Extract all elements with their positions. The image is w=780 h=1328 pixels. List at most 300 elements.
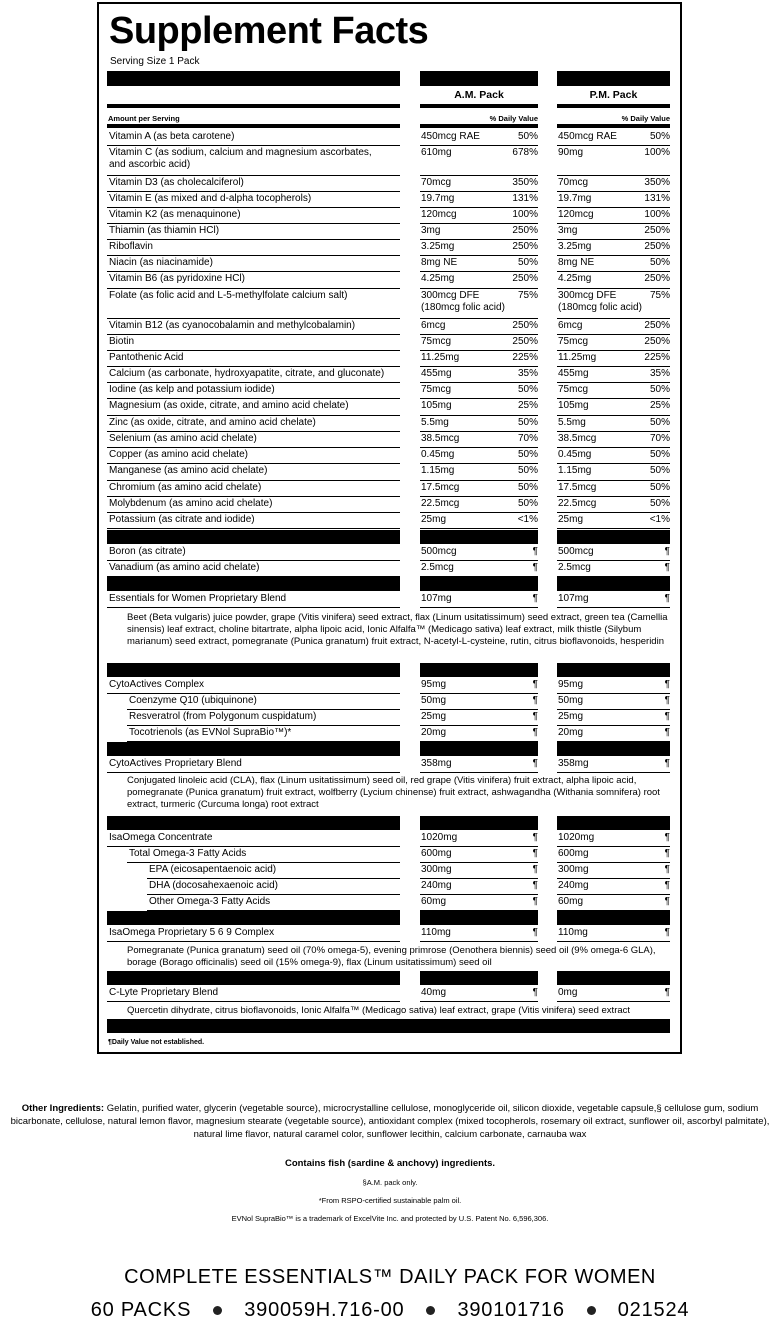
row-divider: [557, 288, 670, 289]
am-daily-value: 250%: [512, 320, 538, 331]
pm-daily-value: 50%: [649, 498, 670, 509]
row-divider: [420, 496, 538, 497]
row-divider: [107, 145, 400, 146]
row-divider: [107, 941, 400, 942]
am-daily-value: ¶: [532, 864, 538, 875]
nutrient-name: Vitamin E (as mixed and d-alpha tocopherols): [109, 193, 312, 204]
pm-amount: 3mg: [558, 225, 578, 236]
row-divider: [420, 318, 538, 319]
nutrient-name: Essentials for Women Proprietary Blend: [109, 593, 287, 604]
pm-amount: 60mg: [558, 896, 584, 907]
nutrient-name: Thiamin (as thiamin HCl): [109, 225, 220, 236]
row-divider: [107, 271, 400, 272]
nutrient-name: Folate (as folic acid and L-5-methylfolate calcium salt): [109, 290, 348, 301]
row-divider: [557, 398, 670, 399]
section-bar: [557, 816, 670, 830]
am-amount: 2.5mcg: [421, 562, 454, 573]
pm-daily-value: ¶: [664, 896, 670, 907]
am-daily-value: 75%: [517, 290, 538, 301]
row-divider: [107, 415, 400, 416]
nutrient-name: Zinc (as oxide, citrate, and amino acid chelate): [109, 417, 316, 428]
am-daily-value: 350%: [512, 177, 538, 188]
section-bar: [420, 742, 538, 756]
am-amount: 22.5mcg: [421, 498, 460, 509]
bullet-icon: [587, 1306, 596, 1315]
pm-amount: 95mg: [558, 679, 584, 690]
am-amount: 19.7mg: [421, 193, 455, 204]
pm-daily-value: ¶: [664, 848, 670, 859]
row-divider: [557, 350, 670, 351]
row-divider: [557, 496, 670, 497]
header-rule: [107, 124, 400, 128]
row-divider: [420, 512, 538, 513]
row-divider: [420, 846, 538, 847]
row-divider: [147, 894, 400, 895]
am-daily-value: 131%: [512, 193, 538, 204]
row-divider: [107, 528, 400, 529]
section-bar: [557, 742, 670, 756]
row-divider: [107, 366, 400, 367]
am-amount: 38.5mcg: [421, 433, 460, 444]
pm-daily-value: <1%: [649, 514, 670, 525]
row-divider: [557, 382, 670, 383]
am-amount: (180mcg folic acid): [421, 302, 505, 313]
row-divider: [107, 334, 400, 335]
am-amount: 455mg: [421, 368, 452, 379]
header-bar: [557, 71, 670, 86]
row-divider: [557, 207, 670, 208]
row-divider: [420, 366, 538, 367]
nutrient-name: Copper (as amino acid chelate): [109, 449, 248, 460]
am-daily-value: ¶: [532, 896, 538, 907]
pm-amount: 0mg: [558, 987, 578, 998]
section-bar: [107, 816, 400, 830]
row-divider: [557, 941, 670, 942]
pm-daily-value: ¶: [664, 880, 670, 891]
pm-daily-value: 50%: [649, 257, 670, 268]
row-divider: [107, 431, 400, 432]
am-amount: 11.25mg: [421, 352, 460, 363]
panel-title: Supplement Facts: [109, 10, 429, 52]
pm-daily-value: 50%: [649, 449, 670, 460]
section-bar: [557, 911, 670, 925]
row-divider: [420, 941, 538, 942]
pm-amount: 20mg: [558, 727, 584, 738]
clyte-blend-ingredients: Quercetin dihydrate, citrus bioflavonoids, Ionic Alfalfa™ (Medicago sativa) leaf extract, grape (Vitis vinifera) seed extract: [127, 1005, 631, 1016]
pm-amount: 455mg: [558, 368, 589, 379]
row-divider: [557, 846, 670, 847]
am-daily-value: 70%: [517, 433, 538, 444]
nutrient-name: Biotin: [109, 336, 135, 347]
pm-amount: 4.25mg: [558, 273, 592, 284]
row-divider: [557, 366, 670, 367]
row-divider: [107, 846, 400, 847]
row-divider: [420, 191, 538, 192]
am-amount: 95mg: [421, 679, 447, 690]
row-divider: [107, 607, 400, 608]
pm-amount: 0.45mg: [558, 449, 592, 460]
row-divider: [420, 431, 538, 432]
am-amount: 70mcg: [421, 177, 452, 188]
am-amount: 5.5mg: [421, 417, 449, 428]
row-divider: [557, 725, 670, 726]
am-amount: 610mg: [421, 147, 452, 158]
row-divider: [420, 382, 538, 383]
row-divider: [107, 1001, 400, 1002]
nutrient-name: Tocotrienols (as EVNol SupraBio™)*: [129, 727, 292, 738]
other-ingredients-text: Gelatin, purified water, glycerin (vegetable source), microcrystalline cellulose, monoglyceride oil, silicon dioxide, vegetable capsule,§ cellulose gum, sodium bicarbonate, cellulose, natural lemon flavor, magnesium stearate (vegetable source), antioxidant complex (mixed tocopherols, rosemary oil extract, sunflower oil, ascorbyl palmitate), natural lime flavor, natural caramel color, sunflower lecithin, calcium carbonate, carnauba wax: [10, 1103, 770, 1140]
am-pack-heading: A.M. Pack: [454, 89, 504, 101]
header-rule: [420, 124, 538, 128]
row-divider: [557, 878, 670, 879]
section-bar: [557, 530, 670, 544]
pm-daily-value: ¶: [664, 864, 670, 875]
pm-daily-value: ¶: [664, 562, 670, 573]
nutrient-name: IsaOmega Proprietary 5 6 9 Complex: [109, 927, 275, 938]
header-bar: [420, 71, 538, 86]
nutrient-name: Selenium (as amino acid chelate): [109, 433, 257, 444]
am-daily-value: 250%: [512, 241, 538, 252]
am-daily-value: 250%: [512, 225, 538, 236]
am-daily-value: 50%: [517, 131, 538, 142]
section-bar: [420, 971, 538, 985]
pm-amount: 22.5mcg: [558, 498, 597, 509]
item-number: 390101716: [457, 1299, 565, 1321]
pm-amount: 1.15mg: [558, 465, 592, 476]
section-bar: [420, 530, 538, 544]
allergen-statement: Contains fish (sardine & anchovy) ingredients.: [284, 1158, 496, 1169]
am-daily-value-label: % Daily Value: [489, 114, 538, 123]
row-divider: [420, 709, 538, 710]
section-bar: [107, 1019, 670, 1033]
pm-amount: 120mcg: [558, 209, 594, 220]
am-daily-value: 100%: [512, 209, 538, 220]
am-daily-value: ¶: [532, 711, 538, 722]
nutrient-name: C-Lyte Proprietary Blend: [109, 987, 219, 998]
pm-amount: 25mg: [558, 514, 584, 525]
row-divider: [557, 255, 670, 256]
pm-daily-value: 350%: [644, 177, 670, 188]
nutrient-name: Pantothenic Acid: [109, 352, 184, 363]
nutrient-name: Manganese (as amino acid chelate): [109, 465, 268, 476]
row-divider: [420, 207, 538, 208]
am-amount: 500mcg: [421, 546, 457, 557]
row-divider: [420, 398, 538, 399]
bullet-icon: [213, 1306, 222, 1315]
row-divider: [420, 334, 538, 335]
row-divider: [420, 288, 538, 289]
nutrient-name: Coenzyme Q10 (ubiquinone): [129, 695, 257, 706]
row-divider: [107, 693, 400, 694]
pm-daily-value: 250%: [644, 336, 670, 347]
am-amount: 8mg NE: [421, 257, 458, 268]
row-divider: [557, 431, 670, 432]
am-pack-note: §A.M. pack only.: [362, 1178, 418, 1187]
pm-amount: 500mcg: [558, 546, 594, 557]
am-amount: 105mg: [421, 400, 452, 411]
am-amount: 1.15mg: [421, 465, 455, 476]
row-divider: [127, 709, 400, 710]
am-daily-value: ¶: [532, 758, 538, 769]
pm-daily-value: 250%: [644, 241, 670, 252]
header-bar: [107, 71, 400, 86]
pm-amount: 75mcg: [558, 384, 589, 395]
pm-amount: 11.25mg: [558, 352, 597, 363]
nutrient-name: Vitamin D3 (as cholecalciferol): [109, 177, 244, 188]
am-daily-value: ¶: [532, 546, 538, 557]
am-amount: 75mcg: [421, 384, 452, 395]
am-daily-value: 250%: [512, 273, 538, 284]
nutrient-name: Riboflavin: [109, 241, 153, 252]
row-divider: [107, 350, 400, 351]
row-divider: [420, 878, 538, 879]
am-amount: 17.5mcg: [421, 482, 460, 493]
row-divider: [557, 463, 670, 464]
am-amount: 300mg: [421, 864, 452, 875]
am-daily-value: 50%: [517, 449, 538, 460]
am-amount: 4.25mg: [421, 273, 455, 284]
daily-value-note: ¶Daily Value not established.: [108, 1039, 205, 1046]
section-bar: [107, 742, 400, 756]
row-divider: [420, 447, 538, 448]
pm-amount: 19.7mg: [558, 193, 592, 204]
section-bar: [107, 971, 400, 985]
row-divider: [107, 480, 400, 481]
nutrient-name: Calcium (as carbonate, hydroxyapatite, citrate, and gluconate): [109, 368, 385, 379]
pm-amount: 17.5mcg: [558, 482, 597, 493]
row-divider: [557, 223, 670, 224]
pm-amount: 25mg: [558, 711, 584, 722]
am-amount: 300mcg DFE: [421, 290, 480, 301]
cytoactives-blend-ingredients: Conjugated linoleic acid (CLA), flax (Linum usitatissimum) seed oil, red grape (Vitis vinifera) fruit extract, alpha lipoic acid, pomegranate (Punica granatum) fruit extract, wolfberry (Lycium chinense) fruit extract, ashwagandha (Withania somnifera) root extract, turmeric (Curcuma longa) root extract: [127, 775, 660, 810]
am-amount: 60mg: [421, 896, 447, 907]
am-amount: 358mg: [421, 758, 452, 769]
row-divider: [557, 512, 670, 513]
row-divider: [557, 480, 670, 481]
row-divider: [557, 175, 670, 176]
pm-amount: 50mg: [558, 695, 584, 706]
row-divider: [420, 862, 538, 863]
pm-amount: 300mg: [558, 864, 589, 875]
pm-daily-value: ¶: [664, 546, 670, 557]
row-divider: [107, 447, 400, 448]
other-ingredients-label: Other Ingredients:: [21, 1103, 105, 1114]
row-divider: [107, 318, 400, 319]
am-amount: 3.25mg: [421, 241, 455, 252]
pm-daily-value: 50%: [649, 465, 670, 476]
nutrient-name: Vitamin K2 (as menaquinone): [109, 209, 241, 220]
row-divider: [557, 709, 670, 710]
am-daily-value: <1%: [517, 514, 538, 525]
nutrient-name: Molybdenum (as amino acid chelate): [109, 498, 273, 509]
am-daily-value: 50%: [517, 417, 538, 428]
row-divider: [420, 145, 538, 146]
pm-amount: 450mcg RAE: [558, 131, 617, 142]
row-divider: [420, 463, 538, 464]
row-divider: [557, 894, 670, 895]
pm-amount: 1020mg: [558, 832, 595, 843]
row-divider: [557, 334, 670, 335]
bullet-icon: [426, 1306, 435, 1315]
am-daily-value: ¶: [532, 848, 538, 859]
am-amount: 120mcg: [421, 209, 457, 220]
pm-amount: 300mcg DFE: [558, 290, 617, 301]
row-divider: [107, 382, 400, 383]
am-daily-value: ¶: [532, 679, 538, 690]
row-divider: [420, 255, 538, 256]
nutrient-name: Potassium (as citrate and iodide): [109, 514, 255, 525]
am-amount: 1020mg: [421, 832, 458, 843]
row-divider: [420, 607, 538, 608]
pm-daily-value: ¶: [664, 927, 670, 938]
pm-amount: 105mg: [558, 400, 589, 411]
am-daily-value: 225%: [512, 352, 538, 363]
pm-daily-value: ¶: [664, 987, 670, 998]
row-divider: [107, 207, 400, 208]
isaomega-blend-ingredients: Pomegranate (Punica granatum) seed oil (70% omega-5), evening primrose (Oenothera biennis) seed oil (9% omega-6 GLA), borage (Borago officinalis) seed oil (15% omega-9), flax (Linum usitatissimum) seed oil: [127, 945, 656, 968]
pm-amount: 358mg: [558, 758, 589, 769]
row-divider: [420, 415, 538, 416]
rspo-note: *From RSPO-certified sustainable palm oil.: [318, 1196, 462, 1205]
nutrient-name: DHA (docosahexaenoic acid): [149, 880, 278, 891]
am-daily-value: ¶: [532, 927, 538, 938]
row-divider: [107, 398, 400, 399]
nutrient-name: Vitamin A (as beta carotene): [109, 131, 235, 142]
am-daily-value: 50%: [517, 498, 538, 509]
am-amount: 450mcg RAE: [421, 131, 480, 142]
section-bar: [420, 577, 538, 591]
row-divider: [127, 862, 400, 863]
row-divider: [557, 271, 670, 272]
am-daily-value: 35%: [517, 368, 538, 379]
am-amount: 50mg: [421, 695, 447, 706]
row-divider: [420, 725, 538, 726]
row-divider: [420, 560, 538, 561]
pm-daily-value: 225%: [644, 352, 670, 363]
am-daily-value: 25%: [517, 400, 538, 411]
product-name: COMPLETE ESSENTIALS™ DAILY PACK FOR WOMEN: [124, 1266, 656, 1288]
row-divider: [420, 1001, 538, 1002]
pm-amount: 38.5mcg: [558, 433, 597, 444]
serving-size: Serving Size 1 Pack: [110, 56, 200, 67]
row-divider: [420, 480, 538, 481]
row-divider: [557, 560, 670, 561]
pm-amount: 240mg: [558, 880, 589, 891]
pack-count: 60 PACKS: [90, 1299, 192, 1321]
nutrient-name: Iodine (as kelp and potassium iodide): [109, 384, 275, 395]
nutrient-name: CytoActives Complex: [109, 679, 205, 690]
nutrient-name: Other Omega-3 Fatty Acids: [149, 896, 271, 907]
am-daily-value: 250%: [512, 336, 538, 347]
row-divider: [420, 772, 538, 773]
row-divider: [557, 862, 670, 863]
section-bar: [107, 911, 400, 925]
pm-daily-value: 75%: [649, 290, 670, 301]
am-daily-value: 678%: [512, 147, 538, 158]
nutrient-name: Vitamin B12 (as cyanocobalamin and methylcobalamin): [109, 320, 356, 331]
pm-amount: 90mg: [558, 147, 584, 158]
am-amount: 25mg: [421, 711, 447, 722]
row-divider: [107, 239, 400, 240]
row-divider: [147, 878, 400, 879]
pm-amount: 600mg: [558, 848, 589, 859]
pm-amount: 5.5mg: [558, 417, 586, 428]
pm-daily-value: ¶: [664, 832, 670, 843]
amount-per-serving-label: Amount per Serving: [108, 114, 180, 123]
section-bar: [557, 971, 670, 985]
row-divider: [557, 415, 670, 416]
pm-daily-value: 131%: [644, 193, 670, 204]
row-divider: [420, 528, 538, 529]
row-divider: [557, 145, 670, 146]
row-divider: [420, 175, 538, 176]
row-divider: [420, 350, 538, 351]
am-daily-value: 50%: [517, 384, 538, 395]
am-daily-value: ¶: [532, 695, 538, 706]
nutrient-name: Niacin (as niacinamide): [109, 257, 213, 268]
am-amount: 75mcg: [421, 336, 452, 347]
row-divider: [420, 894, 538, 895]
row-divider: [557, 607, 670, 608]
pm-daily-value: ¶: [664, 695, 670, 706]
am-daily-value: 50%: [517, 465, 538, 476]
pm-daily-value: 250%: [644, 320, 670, 331]
essentials-blend-ingredients: Beet (Beta vulgaris) juice powder, grape (Vitis vinifera) seed extract, flax (Linum usitatissimum) seed extract, green tea (Camellia sinensis) leaf extract, choline bitartrate, alpha lipoic acid, Ionic Alfalfa™ (Medicago sativa) leaf extract, milk thistle (Silybum marianum) seed extract, pomegranate (Punica granatum) fruit extract, N-acetyl-L-cysteine, rutin, citrus bioflavonoids, hesperidin: [127, 612, 668, 647]
am-daily-value: ¶: [532, 880, 538, 891]
nutrient-name: and ascorbic acid): [109, 159, 191, 170]
pm-amount: (180mcg folic acid): [558, 302, 642, 313]
row-divider: [107, 463, 400, 464]
row-divider: [420, 239, 538, 240]
nutrient-name: Magnesium (as oxide, citrate, and amino acid chelate): [109, 400, 349, 411]
pm-amount: 8mg NE: [558, 257, 595, 268]
am-daily-value: ¶: [532, 562, 538, 573]
row-divider: [557, 447, 670, 448]
header-rule: [557, 124, 670, 128]
section-bar: [557, 577, 670, 591]
row-divider: [557, 528, 670, 529]
section-bar: [420, 911, 538, 925]
am-amount: 600mg: [421, 848, 452, 859]
pm-amount: 3.25mg: [558, 241, 592, 252]
pm-daily-value: ¶: [664, 679, 670, 690]
row-divider: [420, 693, 538, 694]
pm-daily-value-label: % Daily Value: [621, 114, 670, 123]
pm-daily-value: 35%: [649, 368, 670, 379]
pm-daily-value: 250%: [644, 225, 670, 236]
date-code: 021524: [617, 1299, 690, 1321]
row-divider: [557, 693, 670, 694]
am-daily-value: 50%: [517, 257, 538, 268]
nutrient-name: Vitamin B6 (as pyridoxine HCl): [109, 273, 245, 284]
product-code: 390059H.716-00: [244, 1299, 405, 1321]
section-bar: [557, 663, 670, 677]
pm-daily-value: ¶: [664, 593, 670, 604]
pm-amount: 107mg: [558, 593, 589, 604]
nutrient-name: Resveratrol (from Polygonum cuspidatum): [129, 711, 317, 722]
pm-daily-value: 100%: [644, 209, 670, 220]
row-divider: [557, 191, 670, 192]
pm-daily-value: 250%: [644, 273, 670, 284]
am-amount: 3mg: [421, 225, 441, 236]
row-divider: [107, 512, 400, 513]
nutrient-name: Total Omega-3 Fatty Acids: [129, 848, 247, 859]
section-bar: [107, 530, 400, 544]
pm-amount: 70mcg: [558, 177, 589, 188]
row-divider: [107, 496, 400, 497]
am-amount: 240mg: [421, 880, 452, 891]
row-divider: [107, 772, 400, 773]
